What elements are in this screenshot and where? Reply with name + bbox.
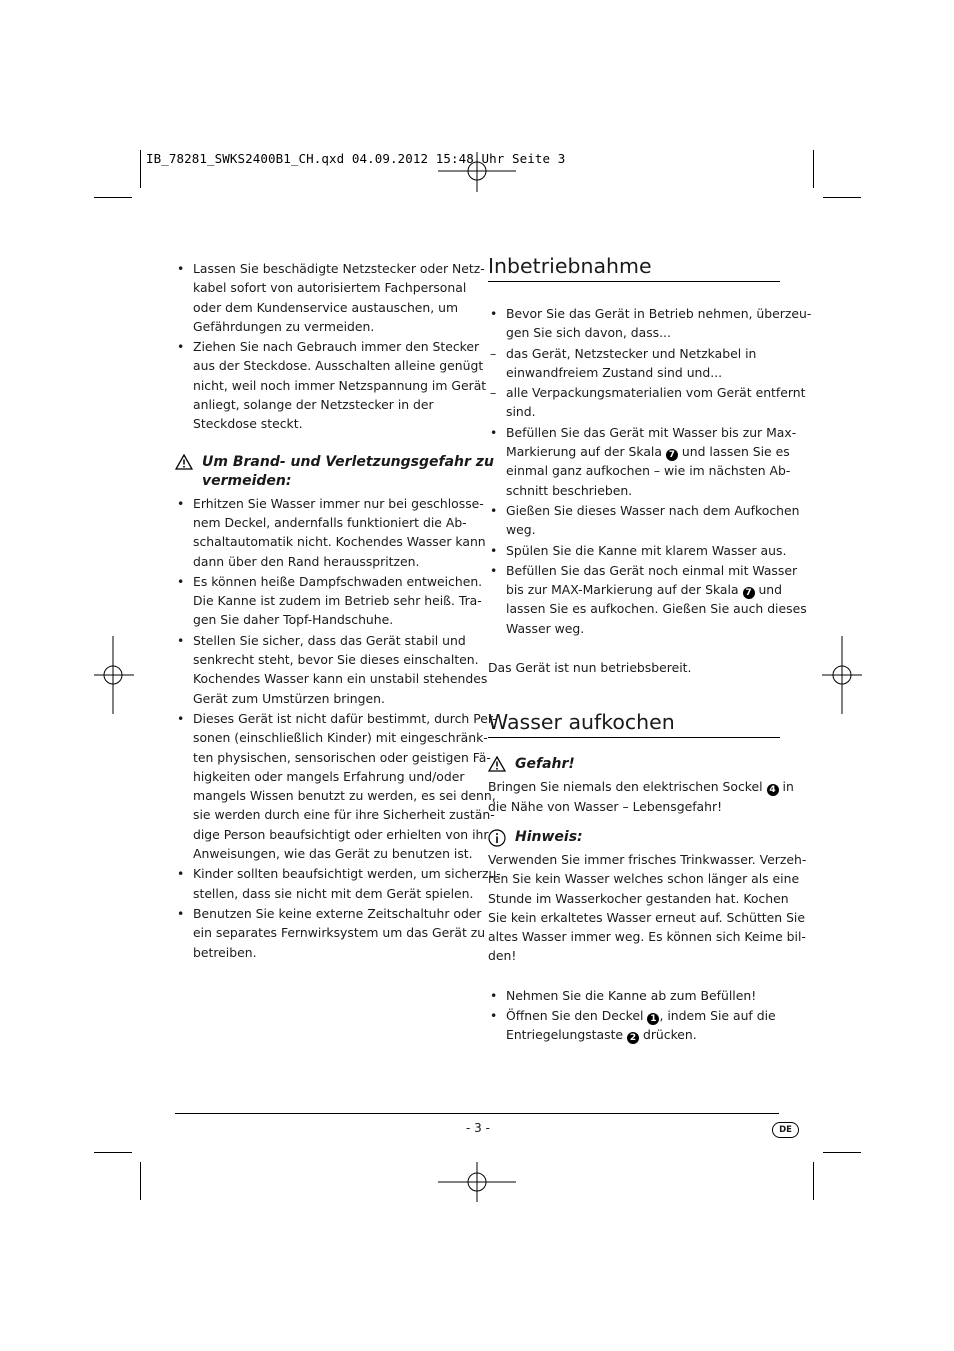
part-number-badge: 7: [743, 587, 755, 599]
part-number-badge: 4: [767, 784, 779, 796]
section-heading-wasser-aufkochen: Wasser aufkochen: [488, 709, 780, 738]
list-item: • Bevor Sie das Gerät in Betrieb nehmen, überzeu- gen Sie sich davon, dass...: [488, 304, 780, 343]
list-item: • Öffnen Sie den Deckel 1 , indem Sie auf die Entriegelungstaste 2 drücken.: [488, 1006, 780, 1045]
registration-mark-bottom: [438, 1162, 516, 1202]
crop-mark: [813, 1162, 814, 1200]
list-item: • Befüllen Sie das Gerät mit Wasser bis zur Max- Markierung auf der Skala 7 und lassen Sie es einmal ganz aufkochen – wie im nächsten Ab- schnitt beschrieben.: [488, 423, 780, 500]
footer-rule: [175, 1113, 779, 1114]
registration-mark-right: [822, 636, 862, 714]
list-item: • Befüllen Sie das Gerät noch einmal mit Wasser bis zur MAX-Markierung auf der Skala 7 und lassen Sie es aufkochen. Gießen Sie auch dieses Wasser weg.: [488, 561, 780, 638]
part-number-badge: 1: [647, 1013, 659, 1025]
note-heading: Hinweis:: [488, 828, 780, 847]
page-number: - 3 -: [466, 1121, 490, 1135]
info-icon: [488, 829, 506, 847]
registration-mark-left: [94, 636, 134, 714]
list-item: • Lassen Sie beschädigte Netzstecker oder Netz- kabel sofort von autorisiertem Fachpersonal oder dem Kundenservice austauschen, um Gefährdungen zu vermeiden.: [175, 259, 467, 336]
danger-heading: Gefahr!: [488, 755, 780, 774]
crop-mark: [140, 150, 141, 188]
list-item: – das Gerät, Netzstecker und Netzkabel in einwandfreiem Zustand sind und...: [488, 344, 780, 383]
list-item: • Gießen Sie dieses Wasser nach dem Aufkochen weg.: [488, 501, 780, 540]
ready-text: Das Gerät ist nun betriebsbereit.: [488, 660, 692, 676]
crop-mark: [823, 197, 861, 198]
list-item: • Es können heiße Dampfschwaden entweichen. Die Kanne ist zudem im Betrieb sehr heiß. Tra- gen Sie daher Topf-Handschuhe.: [175, 572, 467, 630]
list-item: • Stellen Sie sicher, dass das Gerät stabil und senkrecht steht, bevor Sie dieses einschalten. Kochendes Wasser kann ein unstabil stehendes Gerät zum Umstürzen bringen.: [175, 631, 467, 708]
crop-mark: [94, 197, 132, 198]
note-text: Verwenden Sie immer frisches Trinkwasser. Verzeh- ren Sie kein Wasser welches schon länger als eine Stunde im Wasserkocher gestanden hat. Kochen Sie kein erkaltetes Wasser erneut auf. Schütten Sie altes Wasser immer weg. Es können sich Keime bil- den!: [488, 851, 807, 964]
crop-mark: [140, 1162, 141, 1200]
right-column: [488, 253, 812, 1046]
crop-mark: [94, 1152, 132, 1153]
part-number-badge: 2: [627, 1032, 639, 1044]
warning-triangle-icon: [175, 454, 193, 470]
list-item: • Dieses Gerät ist nicht dafür bestimmt, durch Per- sonen (einschließlich Kinder) mit eingeschränk- ten physischen, sensorischen oder geistigen Fä- higkeiten oder mangels Erfahrung und/oder mangels Wissen benutzt zu werden, es sei denn, sie werden durch eine für ihre Sicherheit zustän- dige Person beaufsichtigt oder erhielten von ihr Anweisungen, wie das Gerät zu benutzen ist.: [175, 709, 467, 863]
crop-mark: [813, 150, 814, 188]
list-item: – alle Verpackungsmaterialien vom Gerät entfernt sind.: [488, 383, 780, 422]
warning-heading: Um Brand- und Verletzungsgefahr zu vermeiden:: [175, 453, 467, 491]
warning-triangle-icon: [488, 756, 506, 772]
list-item: • Benutzen Sie keine externe Zeitschaltuhr oder ein separates Fernwirksystem um das Gerät zu betreiben.: [175, 904, 467, 962]
list-item: • Kinder sollten beaufsichtigt werden, um sicherzu- stellen, dass sie nicht mit dem Gerät spielen.: [175, 864, 467, 903]
print-slug: IB_78281_SWKS2400B1_CH.qxd 04.09.2012 15:48 Uhr Seite 3: [146, 151, 566, 166]
list-item: • Nehmen Sie die Kanne ab zum Befüllen!: [488, 986, 780, 1005]
list-item: • Erhitzen Sie Wasser immer nur bei geschlosse- nem Deckel, andernfalls funktioniert die Ab- schaltautomatik nicht. Kochendes Wasser kann dann über den Rand herausspritzen.: [175, 494, 467, 571]
danger-text: Bringen Sie niemals den elektrischen Sockel 4 in die Nähe von Wasser – Lebensgefahr!: [488, 779, 794, 814]
list-item: • Ziehen Sie nach Gebrauch immer den Stecker aus der Steckdose. Ausschalten alleine genügt nicht, weil noch immer Netzspannung im Gerät anliegt, solange der Netzstecker in der Steckdose steckt.: [175, 337, 467, 433]
section-heading-inbetriebnahme: Inbetriebnahme: [488, 253, 780, 282]
left-column: [175, 259, 501, 963]
crop-mark: [823, 1152, 861, 1153]
part-number-badge: 7: [666, 449, 678, 461]
list-item: • Spülen Sie die Kanne mit klarem Wasser aus.: [488, 541, 780, 560]
language-badge: DE: [772, 1122, 799, 1138]
